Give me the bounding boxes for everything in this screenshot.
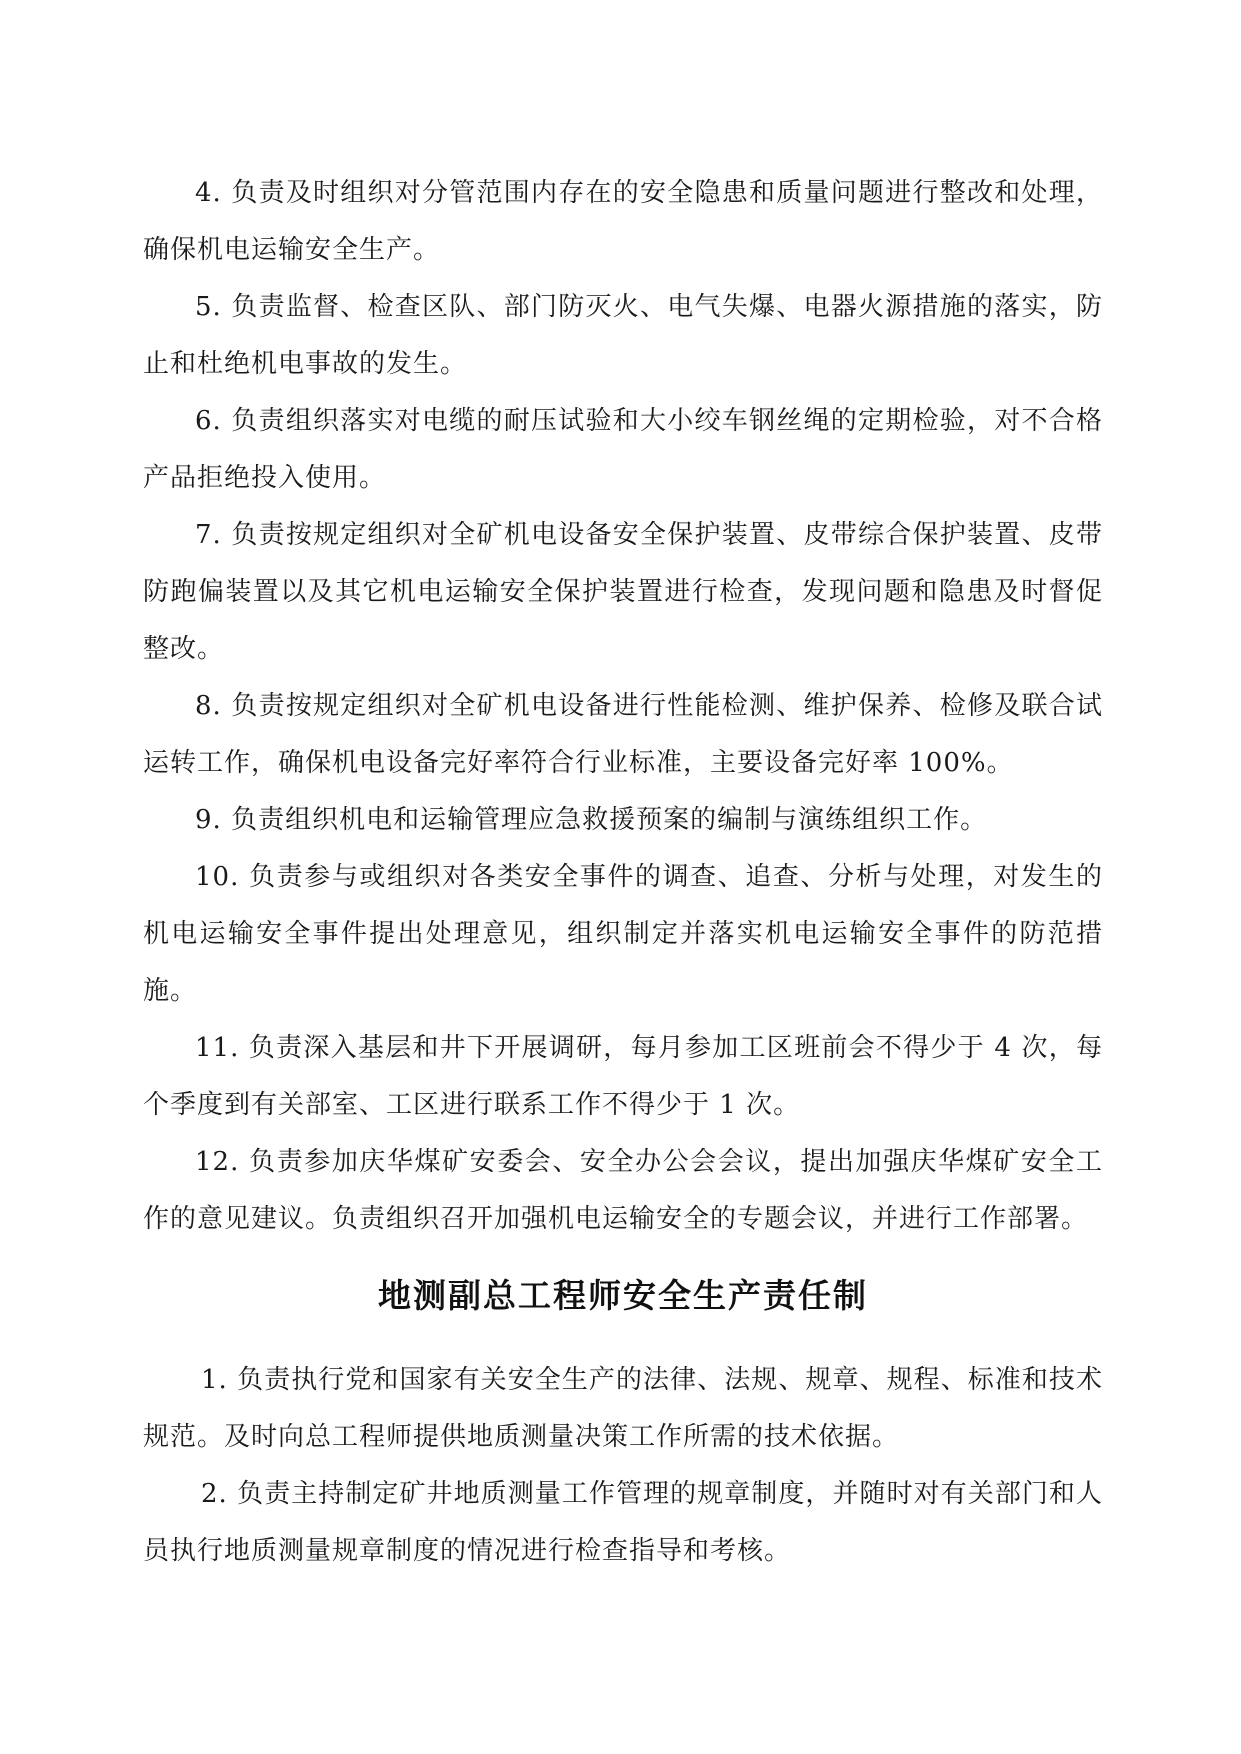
paragraph-item-5: 5. 负责监督、检查区队、部门防灭火、电气失爆、电器火源措施的落实，防止和杜绝机电事故的发生。 xyxy=(143,292,1103,379)
paragraph-item-12: 12. 负责参加庆华煤矿安委会、安全办公会会议，提出加强庆华煤矿安全工作的意见建议。负责组织召开加强机电运输安全的专题会议，并进行工作部署。 xyxy=(143,1147,1103,1234)
section2-paragraph-item-2: 2. 负责主持制定矿井地质测量工作管理的规章制度，并随时对有关部门和人员执行地质测量规章制度的情况进行检查指导和考核。 xyxy=(143,1479,1103,1566)
paragraph-item-4: 4. 负责及时组织对分管范围内存在的安全隐患和质量问题进行整改和处理，确保机电运输安全生产。 xyxy=(143,178,1103,265)
paragraph-item-10: 10. 负责参与或组织对各类安全事件的调查、追查、分析与处理，对发生的机电运输安全事件提出处理意见，组织制定并落实机电运输安全事件的防范措施。 xyxy=(143,862,1103,1006)
section2-paragraph-item-1: 1. 负责执行党和国家有关安全生产的法律、法规、规章、规程、标准和技术规范。及时向总工程师提供地质测量决策工作所需的技术依据。 xyxy=(143,1365,1103,1452)
paragraph-item-7: 7. 负责按规定组织对全矿机电设备安全保护装置、皮带综合保护装置、皮带防跑偏装置以及其它机电运输安全保护装置进行检查，发现问题和隐患及时督促整改。 xyxy=(143,520,1103,664)
document-body xyxy=(143,165,1103,1580)
section-title: 地测副总工程师安全生产责任制 xyxy=(378,1276,868,1315)
paragraph-item-11: 11. 负责深入基层和井下开展调研，每月参加工区班前会不得少于 4 次，每个季度到有关部室、工区进行联系工作不得少于 1 次。 xyxy=(143,1033,1103,1120)
paragraph-item-6: 6. 负责组织落实对电缆的耐压试验和大小绞车钢丝绳的定期检验，对不合格产品拒绝投入使用。 xyxy=(143,406,1103,493)
paragraph-item-9: 9. 负责组织机电和运输管理应急救援预案的编制与演练组织工作。 xyxy=(195,805,988,835)
paragraph-item-8: 8. 负责按规定组织对全矿机电设备进行性能检测、维护保养、检修及联合试运转工作，确保机电设备完好率符合行业标准，主要设备完好率 100%。 xyxy=(143,691,1103,778)
